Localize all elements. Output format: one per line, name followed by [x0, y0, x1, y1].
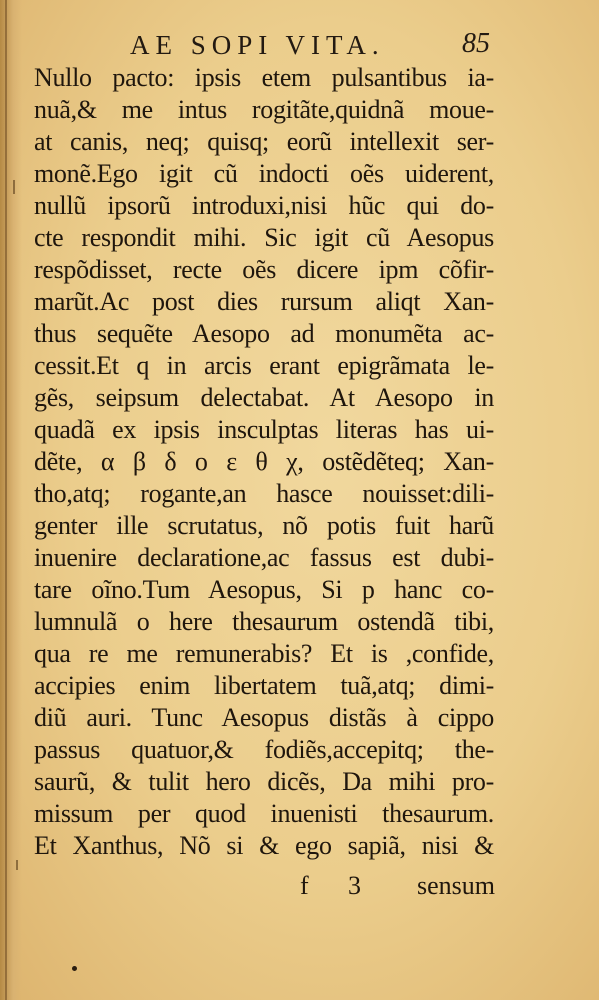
text-line: tho,atq; rogante,an hasce nouisset:dili-	[34, 479, 494, 508]
text-line: inuenire declaratione,ac fassus est dubi-	[34, 543, 494, 572]
text-line: Nullo pacto: ipsis etem pulsantibus ia-	[34, 63, 494, 92]
signature-number: 3	[348, 871, 361, 900]
gutter-binding-line	[5, 0, 7, 1000]
text-line: cessit.Et q in arcis erant epigrãmata le-	[34, 351, 494, 380]
catchword: sensum	[417, 871, 495, 900]
text-line: tare oĩno.Tum Aesopus, Si p hanc co-	[34, 575, 494, 604]
margin-mark	[16, 860, 18, 870]
text-line: thus sequẽte Aesopo ad monumẽta ac-	[34, 319, 494, 348]
text-line: lumnulã o here thesaurum ostendã tibi,	[34, 607, 494, 636]
text-line: cte respondit mihi. Sic igit cũ Aesopus	[34, 223, 494, 252]
text-line: accipies enim libertatem tuã,atq; dimi-	[34, 671, 494, 700]
text-line: genter ille scrutatus, nõ potis fuit harũ	[34, 511, 494, 540]
text-line: Et Xanthus, Nõ si & ego sapiã, nisi &	[34, 831, 494, 860]
text-line: saurũ, & tulit hero dicẽs, Da mihi pro-	[34, 767, 494, 796]
text-line: missum per quod inuenisti thesaurum.	[34, 799, 494, 828]
text-line: dẽte, α β δ ο ε θ χ, ostẽdẽteq; Xan-	[34, 447, 494, 476]
text-line: marũt.Ac post dies rursum aliqt Xan-	[34, 287, 494, 316]
text-line: gẽs, seipsum delectabat. At Aesopo in	[34, 383, 494, 412]
margin-mark	[13, 180, 15, 194]
page-number: 85	[462, 28, 490, 59]
running-head: AE SOPI VITA.	[130, 30, 385, 60]
text-line: quadã ex ipsis insculptas literas has ui-	[34, 415, 494, 444]
text-line: monẽ.Ego igit cũ indocti oẽs uiderent,	[34, 159, 494, 188]
text-line: diũ auri. Tunc Aesopus distãs à cippo	[34, 703, 494, 732]
text-line: nullũ ipsorũ introduxi,nisi hũc qui do-	[34, 191, 494, 220]
ink-spot	[72, 966, 77, 971]
text-line: at canis, neq; quisq; eorũ intellexit ser-	[34, 127, 494, 156]
text-line: passus quatuor,& fodiẽs,accepitq; the-	[34, 735, 494, 764]
gutter-shadow	[0, 0, 22, 1000]
text-line: qua re me remunerabis? Et is ,confide,	[34, 639, 494, 668]
text-line: respõdisset, recte oẽs dicere ipm cõfir-	[34, 255, 494, 284]
text-line: nuã,& me intus rogitãte,quidnã moue-	[34, 95, 494, 124]
signature-mark: f	[300, 871, 309, 900]
body-text	[34, 62, 494, 862]
signature-line	[300, 871, 495, 905]
